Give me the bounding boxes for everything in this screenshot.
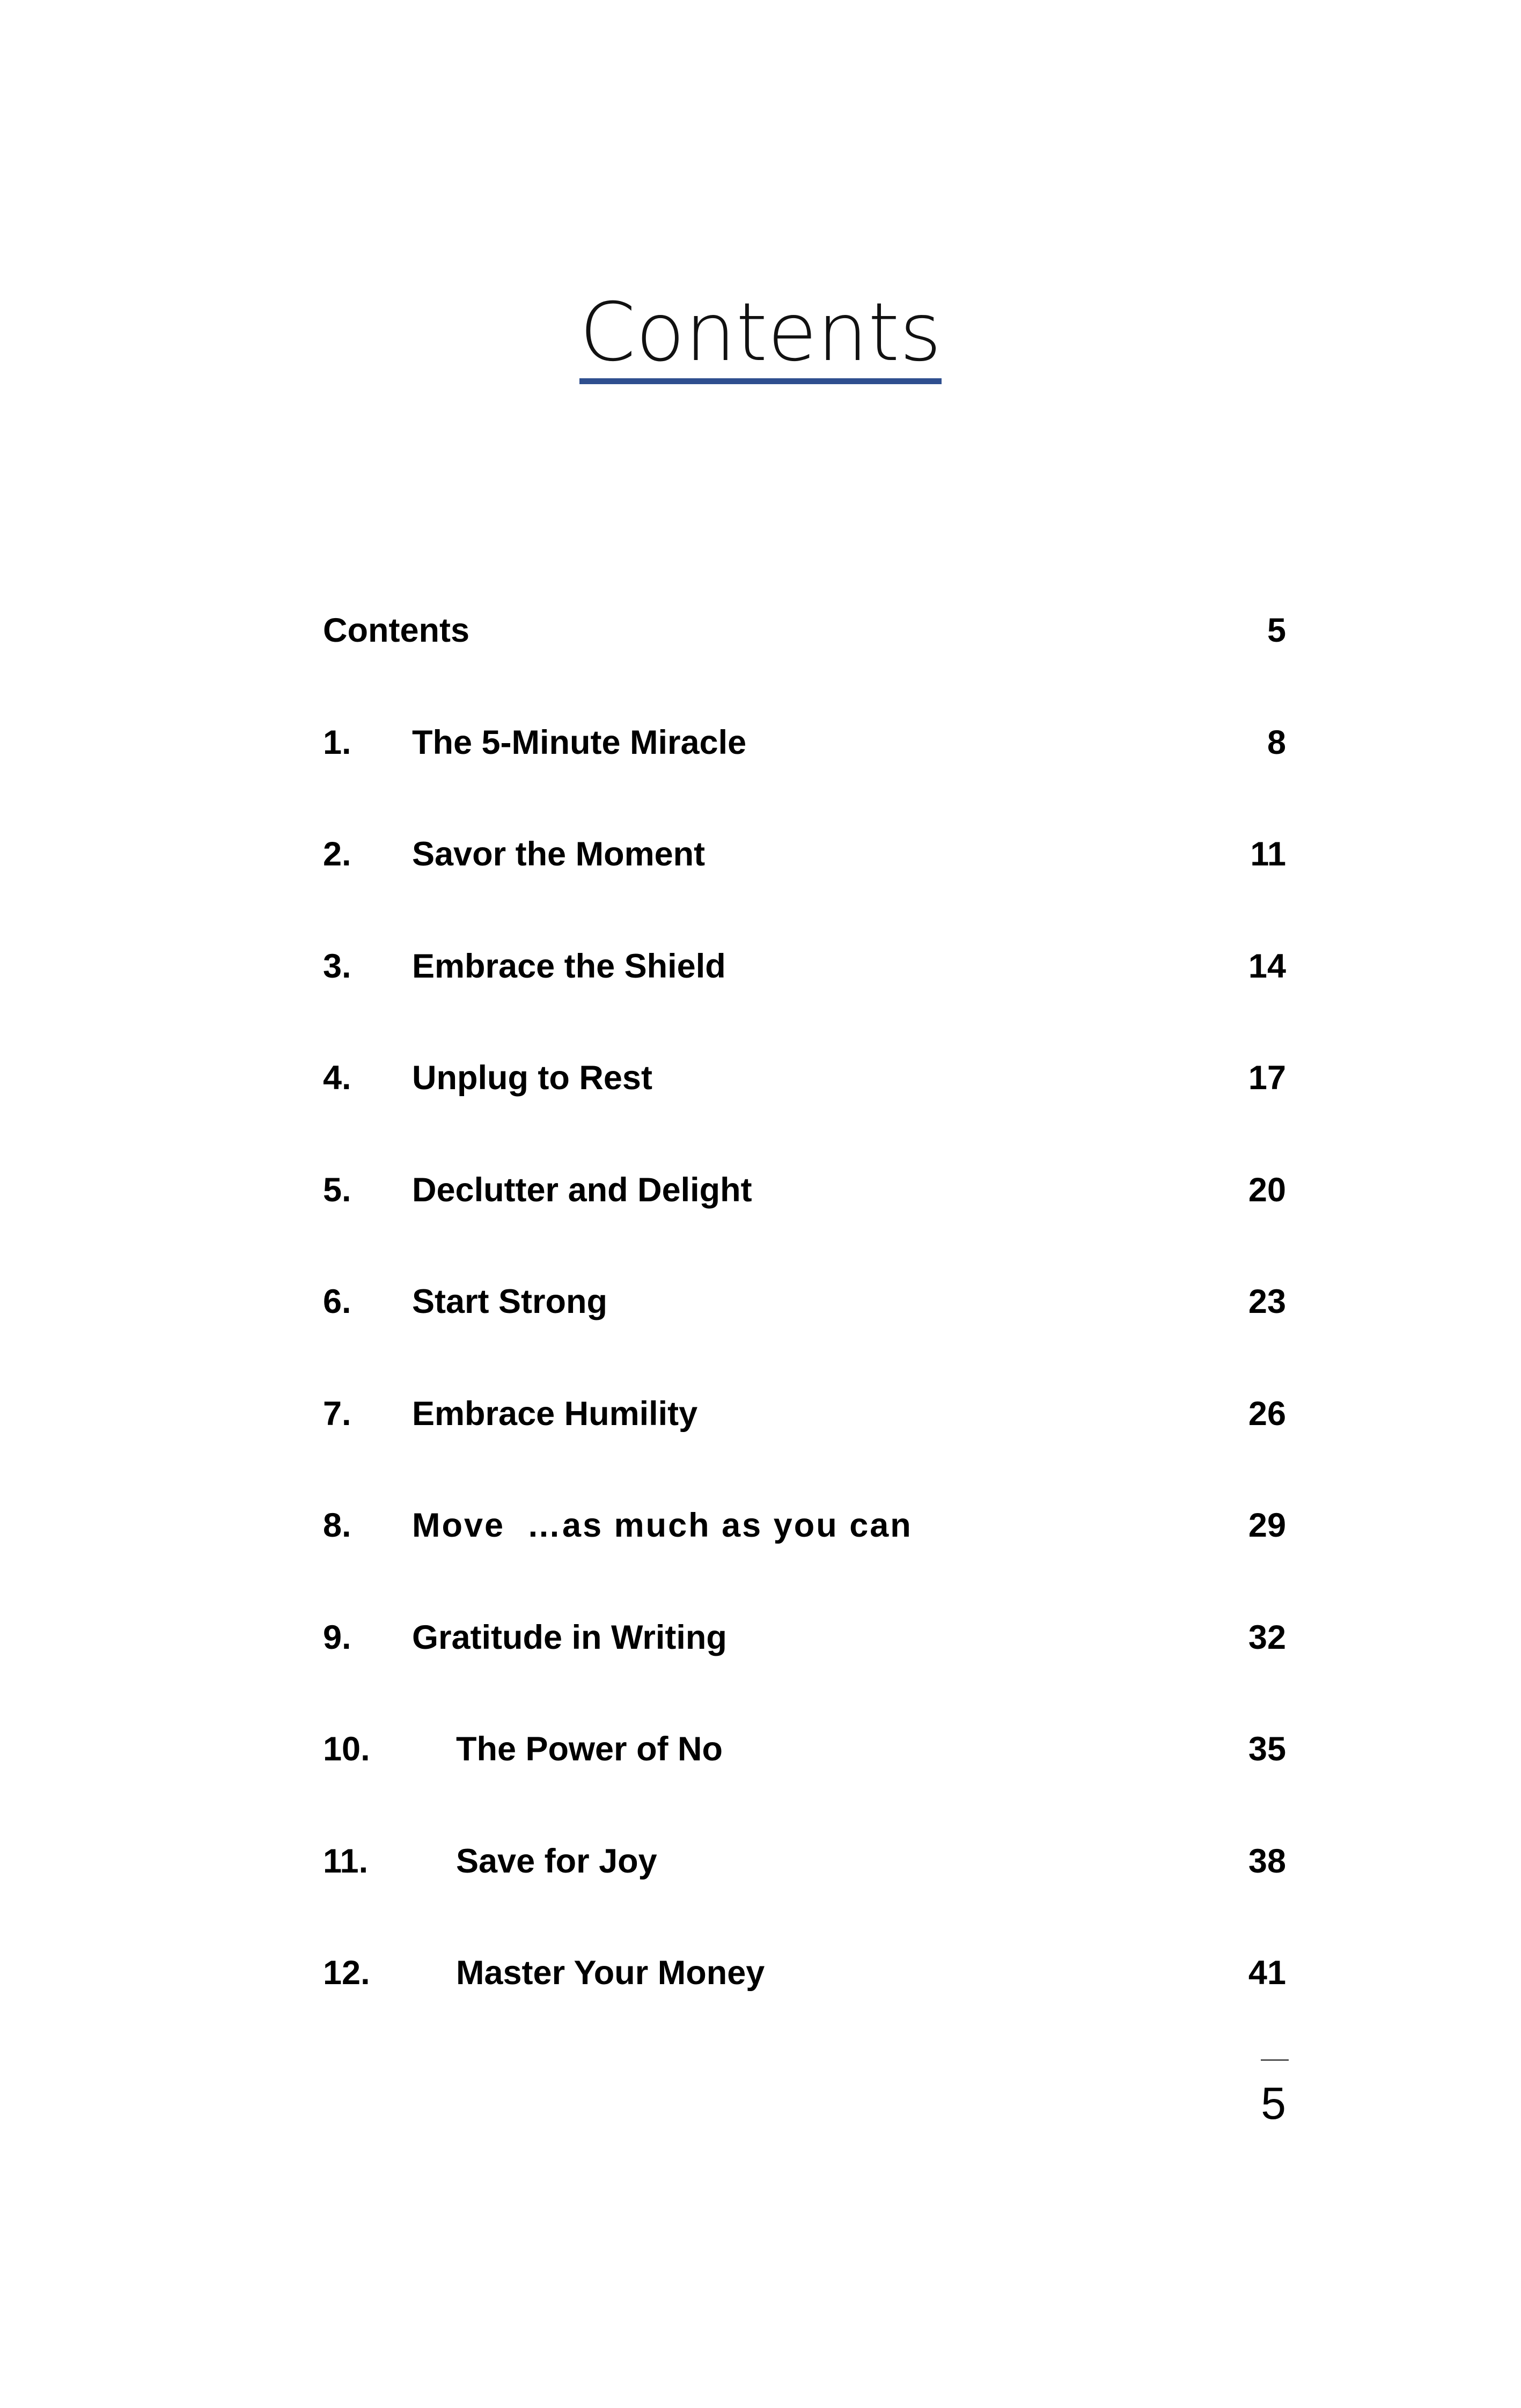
toc-entry-number: 12. [323,1954,370,1992]
toc-entry-number: 1. [323,723,351,761]
toc-entry-number: 11. [323,1842,369,1880]
toc-entry-3[interactable] [323,939,1286,1052]
toc-entry-title-text: Move …as much as you can [412,1507,913,1544]
toc-entry-number: 3. [323,947,351,985]
toc-entry-page[interactable]: 35 [1248,1730,1286,1768]
toc-entry-title[interactable]: Save for Joy [456,1842,657,1880]
toc-entry-number: 8. [323,1507,351,1544]
toc-entry-number: 5. [323,1171,351,1209]
toc-entry-title[interactable]: Contents [323,612,469,649]
toc-entry-page[interactable]: 11 [1250,835,1286,873]
toc-entry-7[interactable] [323,1387,1286,1499]
toc-entry-title[interactable]: Unplug to Rest [412,1059,652,1097]
toc-entry-number: 6. [323,1283,351,1320]
toc-entry-4[interactable] [323,1051,1286,1163]
toc-entry-number: 9. [323,1618,351,1656]
footer-divider [1261,2059,1289,2061]
toc-entry-page[interactable]: 29 [1248,1507,1286,1544]
toc-entry-title[interactable]: Master Your Money [456,1954,765,1992]
toc-entry-title[interactable]: Declutter and Delight [412,1171,752,1209]
toc-entry-number: 7. [323,1394,351,1433]
toc-entry-10[interactable] [323,1722,1286,1834]
toc-entry-6[interactable] [323,1275,1286,1387]
toc-entry-page[interactable]: 41 [1248,1954,1286,1992]
toc-entry-page[interactable]: 26 [1248,1394,1286,1433]
toc-entry-8[interactable] [323,1499,1286,1611]
toc-entry-page[interactable]: 20 [1248,1171,1286,1209]
table-of-contents [323,604,1286,2058]
toc-entry-11[interactable] [323,1834,1286,1947]
toc-entry-1[interactable] [323,716,1286,828]
toc-entry-page[interactable]: 8 [1267,723,1286,761]
toc-entry-title[interactable] [412,1499,913,1552]
toc-entry-title[interactable]: Embrace the Shield [412,947,726,985]
toc-entry-title[interactable]: Savor the Moment [412,835,706,873]
toc-entry-title[interactable]: Start Strong [412,1283,608,1320]
toc-entry-title[interactable]: The Power of No [456,1730,723,1768]
toc-entry-page[interactable]: 32 [1248,1618,1286,1656]
footer-page-number: 5 [1261,2078,1286,2128]
toc-entry-number: 10. [323,1730,370,1768]
toc-entry-number: 4. [323,1059,351,1097]
toc-entry-title[interactable]: Gratitude in Writing [412,1618,727,1656]
toc-entry-9[interactable] [323,1611,1286,1723]
page-title-text[interactable]: Contents [579,287,942,384]
toc-entry-2[interactable] [323,827,1286,939]
toc-entry-page[interactable]: 38 [1248,1842,1286,1880]
toc-entry-page[interactable]: 14 [1248,947,1286,985]
toc-entry-page[interactable]: 17 [1248,1059,1286,1097]
page-title [0,279,1521,386]
toc-entry-contents[interactable] [323,604,1286,716]
toc-entry-page[interactable]: 5 [1267,612,1286,649]
toc-entry-title[interactable]: The 5-Minute Miracle [412,723,747,761]
toc-entry-12[interactable] [323,1946,1286,2058]
toc-entry-number: 2. [323,835,351,873]
toc-entry-5[interactable] [323,1163,1286,1275]
toc-entry-page[interactable]: 23 [1248,1283,1286,1320]
toc-entry-title[interactable]: Embrace Humility [412,1394,698,1433]
